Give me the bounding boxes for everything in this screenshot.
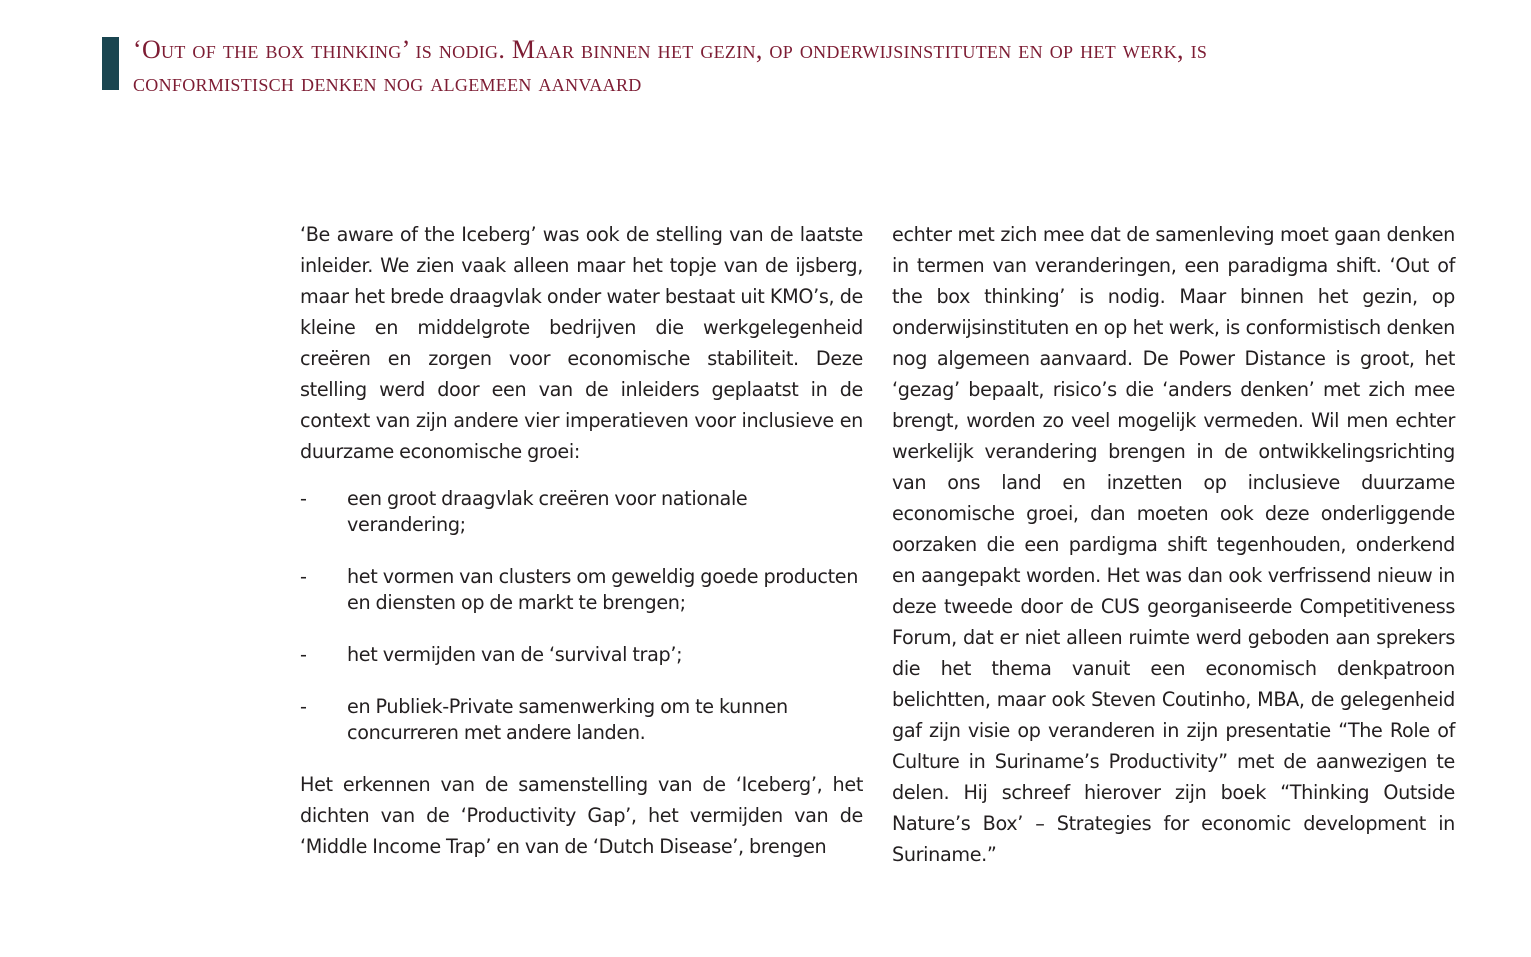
left-column (300, 219, 863, 862)
list-item (300, 486, 863, 538)
list-item-text: en Publiek-Private samenwerking om te kunnen concurreren met andere landen. (347, 695, 788, 744)
right-column (892, 219, 1455, 870)
list-item (300, 642, 863, 668)
list-item-text: een groot draagvlak creëren voor nationale verandering; (347, 487, 748, 536)
dash-bullet-icon: - (300, 487, 307, 510)
pull-quote-accent-bar (102, 37, 119, 90)
list-item-text: het vormen van clusters om geweldig goede producten en diensten op de markt te brengen; (347, 565, 859, 614)
imperatives-list (300, 486, 863, 746)
dash-bullet-icon: - (300, 565, 307, 588)
pull-quote-text: ‘Out of the box thinking’ is nodig. Maar binnen het gezin, op onderwijsinstituten en op het werk, is conformistisch denken nog algemeen aanvaard (133, 35, 1208, 97)
list-item (300, 694, 863, 746)
list-item-text: het vermijden van de ‘survival trap’; (347, 643, 683, 666)
list-item (300, 564, 863, 616)
dash-bullet-icon: - (300, 695, 307, 718)
intro-paragraph: ‘Be aware of the Iceberg’ was ook de stelling van de laatste inleider. We zien vaak alleen maar het topje van de ijsberg, maar het brede draagvlak onder water bestaat uit KMO’s, de kleine en middelgrote bedrijven die werkgelegenheid creëren en zorgen voor economische stabiliteit. Deze stelling werd door een van de inleiders geplaatst in de context van zijn andere vier imperatieven voor inclusieve en duurzame economische groei: (300, 223, 863, 463)
closing-paragraph: Het erkennen van de samenstelling van de ‘Iceberg’, het dichten van de ‘Productivity Gap’, het vermijden van de ‘Middle Income Trap’ en van de ‘Dutch Disease’, brengen (300, 773, 863, 858)
body-paragraph: echter met zich mee dat de samenleving moet gaan denken in termen van veranderingen, een paradigma shift. ‘Out of the box thinking’ is nodig. Maar binnen het gezin, op onderwijsinstituten en op het werk, is conformistisch denken nog algemeen aanvaard. De Power Distance is groot, het ‘gezag’ bepaalt, risico’s die ‘anders denken’ met zich mee brengt, worden zo veel mogelijk vermeden. Wil men echter werkelijk verandering brengen in de ontwikkelingsrichting van ons land en inzetten op inclusieve duurzame economische groei, dan moeten ook deze onderliggende oorzaken die een pardigma shift tegenhouden, onderkend en aangepakt worden. Het was dan ook verfrissend nieuw in deze tweede door de CUS georganiseerde Competitiveness Forum, dat er niet alleen ruimte werd geboden aan sprekers die het thema vanuit een economisch denkpatroon belichtten, maar ook Steven Coutinho, MBA, de gelegenheid gaf zijn visie op veranderen in zijn presentatie “The Role of Culture in Suriname’s Productivity” met de aanwezigen te delen. Hij schreef hierover zijn boek “Thinking Outside Nature’s Box’ – Strategies for economic development in Suriname.” (892, 223, 1455, 866)
dash-bullet-icon: - (300, 643, 307, 666)
